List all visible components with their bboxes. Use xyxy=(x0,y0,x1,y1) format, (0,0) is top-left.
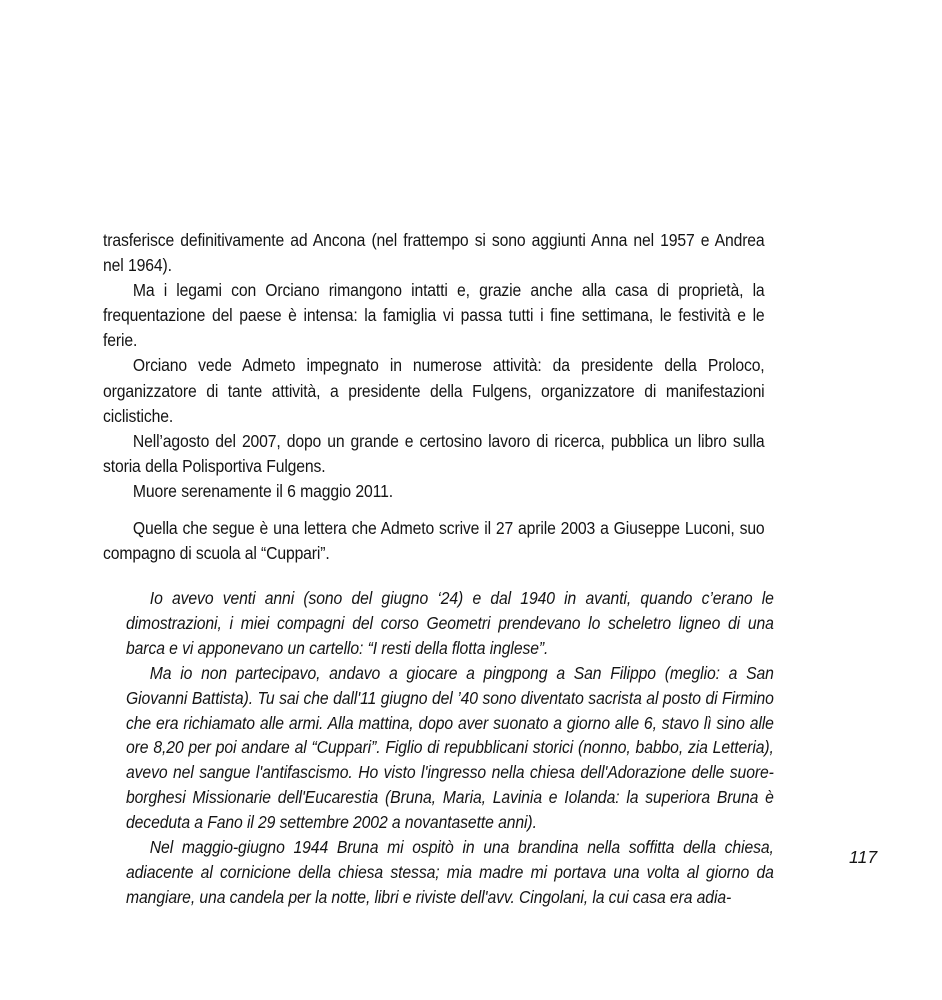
letter-paragraph-venti-anni: Io avevo venti anni (sono del giugno ‘24) e dal 1940 in avanti, quando c’erano le dimostrazioni, i miei compagni del corso Geometri prendevano lo scheletro ligneo di una barca e vi apponevano un cartello: “I resti della flotta inglese”. xyxy=(126,588,774,658)
paragraph-legami: Ma i legami con Orciano rimangono intatti e, grazie anche alla casa di proprietà, la frequentazione del paese è intensa: la famiglia vi passa tutti i fine settimana, le festività e le ferie. xyxy=(103,280,765,351)
letter-paragraph-maggio-giugno: Nel maggio-giugno 1944 Bruna mi ospitò in una brandina nella soffitta della chiesa, adiacente al cornicione della chiesa stessa; mia madre mi portava una volta al giorno da mangiare, una candela per la notte, libri e riviste dell'avv. Cingolani, la cui casa era adia- xyxy=(126,837,774,907)
letter-excerpt-block xyxy=(126,586,774,910)
paragraph-quella-che-segue: Quella che segue è una lettera che Admeto scrive il 27 aprile 2003 a Giuseppe Luconi, suo compagno di scuola al “Cuppari”. xyxy=(103,518,765,564)
paragraph-agosto: Nell’agosto del 2007, dopo un grande e certosino lavoro di ricerca, pubblica un libro sulla storia della Polisportiva Fulgens. xyxy=(103,430,765,476)
paragraph-muore: Muore serenamente il 6 maggio 2011. xyxy=(132,480,393,501)
letter-intro-block xyxy=(103,516,765,566)
body-text-block xyxy=(103,228,765,504)
page-number: 117 xyxy=(849,847,878,867)
paragraph-orciano: Orciano vede Admeto impegnato in numerose attività: da presidente della Proloco, organizzatore di tante attività, a presidente della Fulgens, organizzatore di manifestazioni ciclistiche. xyxy=(103,355,765,426)
letter-paragraph-pingpong: Ma io non partecipavo, andavo a giocare a pingpong a San Filippo (meglio: a San Giovanni Battista). Tu sai che dall'11 giugno del ’40 sono diventato sacrista al posto di Firmino che era richiamato alle armi. Alla mattina, dopo aver suonato a giorno alle 6, stavo lì sino alle ore 8,20 per poi andare al “Cuppari”. Figlio di repubblicani storici (nonno, babbo, zia Letteria), avevo nel sangue l'antifascismo. Ho visto l'ingresso nella chiesa dell'Adorazione delle suore-borghesi Missionarie dell'Eucarestia (Bruna, Maria, Lavinia e Iolanda: la superiora Bruna è deceduta a Fano il 29 settembre 2002 a novantasette anni). xyxy=(126,662,774,833)
paragraph-trasferisce: trasferisce definitivamente ad Ancona (nel frattempo si sono aggiunti Anna nel 1957 e Andrea nel 1964). xyxy=(103,230,765,276)
